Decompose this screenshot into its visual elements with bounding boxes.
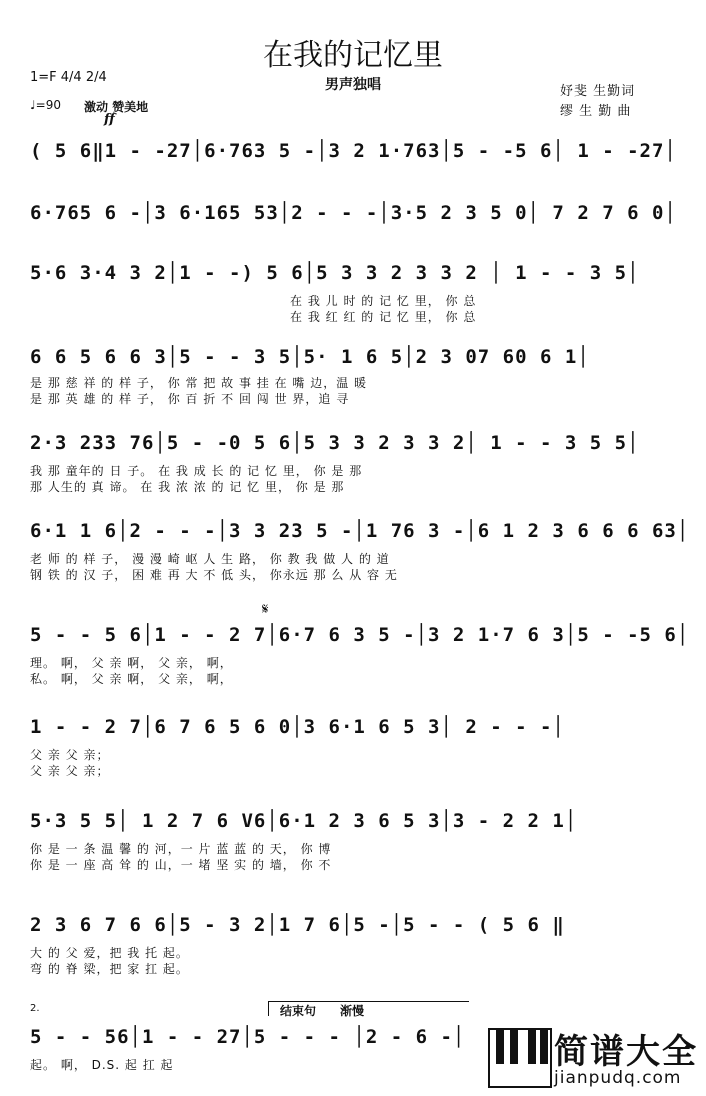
lyrics-row-9-verse-2: 你 是 一 座 高 耸 的 山，一 堵 坚 实 的 墙， 你 不: [30, 858, 332, 872]
lyricist-credit: 妤斐 生勤词: [560, 84, 636, 99]
tempo-change-label: 渐慢: [340, 1004, 365, 1018]
ending-label: 结束句: [280, 1004, 317, 1018]
lyrics-row-5-verse-2: 那 人生的 真 谛。 在 我 浓 浓 的 记 忆 里， 你 是 那: [30, 480, 345, 494]
notation-row-3: 5·6 3·4 3 2│1 - -) 5 6│5 3 3 2 3 3 2 │ 1 - - 3 5│: [30, 262, 640, 284]
volta-bracket-label: 2.: [30, 1003, 40, 1014]
notation-row-6: 6·1 1 6│2 - - -│3 3 23 5 -│1 76 3 -│6 1 2 3 6 6 6 63│: [30, 520, 690, 542]
lyrics-row-5-verse-1: 我 那 童年的 日 子。 在 我 成 长 的 记 忆 里， 你 是 那: [30, 464, 363, 478]
lyrics-row-7-verse-2: 私。 啊， 父 亲 啊， 父 亲， 啊，: [30, 672, 233, 686]
lyrics-row-10-verse-1: 大 的 父 爱，把 我 托 起。: [30, 946, 189, 960]
notation-row-9: 5·3 5 5│ 1 2 7 6 V6│6·1 2 3 6 5 3│3 - 2 2 1│: [30, 810, 578, 832]
site-watermark: [480, 1020, 706, 1096]
notation-row-4: 6 6 5 6 6 3│5 - - 3 5│5· 1 6 5│2 3 07 60 6 1│: [30, 346, 590, 368]
lyrics-row-8-verse-1: 父 亲 父 亲；: [30, 748, 110, 762]
lyrics-row-3-verse-1: 在 我 儿 时 的 记 忆 里， 你 总: [290, 294, 477, 308]
lyrics-row-8-verse-2: 父 亲 父 亲；: [30, 764, 110, 778]
notation-row-2: 6·765 6 -│3 6·165 53│2 - - -│3·5 2 3 5 0│ 7 2 7 6 0│: [30, 202, 677, 224]
lyrics-row-10-verse-2: 弯 的 脊 梁，把 家 扛 起。: [30, 962, 189, 976]
segno-mark: 𝄋: [262, 600, 269, 618]
notation-row-7: 5 - - 5 6│1 - - 2 7│6·7 6 3 5 -│3 2 1·7 6 3│5 - -5 6│: [30, 624, 690, 646]
notation-row-1: ( 5 6‖1 - -27│6·763 5 -│3 2 1·763│5 - -5 6│ 1 - -27│: [30, 140, 677, 162]
notation-row-11: 5 - - 56│1 - - 27│5 - - - │2 - 6 -│: [30, 1026, 466, 1048]
lyrics-row-7-verse-1: 理。 啊， 父 亲 啊， 父 亲， 啊，: [30, 656, 233, 670]
tempo-mark: ♩=90: [30, 98, 61, 112]
page-subtitle: 男声独唱: [325, 77, 381, 93]
notation-row-8: 1 - - 2 7│6 7 6 5 6 0│3 6·1 6 5 3│ 2 - - -│: [30, 716, 565, 738]
notation-row-10: 2 3 6 7 6 6│5 - 3 2│1 7 6│5 -│5 - - ( 5 6 ‖: [30, 914, 565, 936]
notation-row-5: 2·3 233 76│5 - -0 5 6│5 3 3 2 3 3 2│ 1 - - 3 5 5│: [30, 432, 640, 454]
key-signature: 1=F 4/4 2/4: [30, 70, 107, 85]
lyrics-row-4-verse-1: 是 那 慈 祥 的 样 子， 你 常 把 故 事 挂 在 嘴 边，温 暖: [30, 376, 368, 390]
watermark-title: 简谱大全: [554, 1032, 698, 1072]
lyrics-row-11: 起。 啊， D.S. 起 扛 起: [30, 1058, 174, 1072]
lyrics-row-4-verse-2: 是 那 英 雄 的 样 子， 你 百 折 不 回 闯 世 界，追 寻: [30, 392, 350, 406]
lyrics-row-9-verse-1: 你 是 一 条 温 馨 的 河，一 片 蓝 蓝 的 天， 你 博: [30, 842, 332, 856]
watermark-url: jianpudq.com: [554, 1068, 682, 1088]
piano-keys-icon: [488, 1028, 552, 1088]
composer-credit: 缪 生 勤 曲: [560, 104, 632, 119]
lyrics-row-3-verse-2: 在 我 红 红 的 记 忆 里， 你 总: [290, 310, 477, 324]
expression-mark: 激动 赞美地: [84, 100, 149, 114]
dynamic-mark: ff: [104, 112, 115, 127]
page-title: 在我的记忆里: [263, 38, 443, 73]
lyrics-row-6-verse-2: 钢 铁 的 汉 子， 困 难 再 大 不 低 头， 你永远 那 么 从 容 无: [30, 568, 398, 582]
lyrics-row-6-verse-1: 老 师 的 样 子， 漫 漫 崎 岖 人 生 路， 你 教 我 做 人 的 道: [30, 552, 390, 566]
